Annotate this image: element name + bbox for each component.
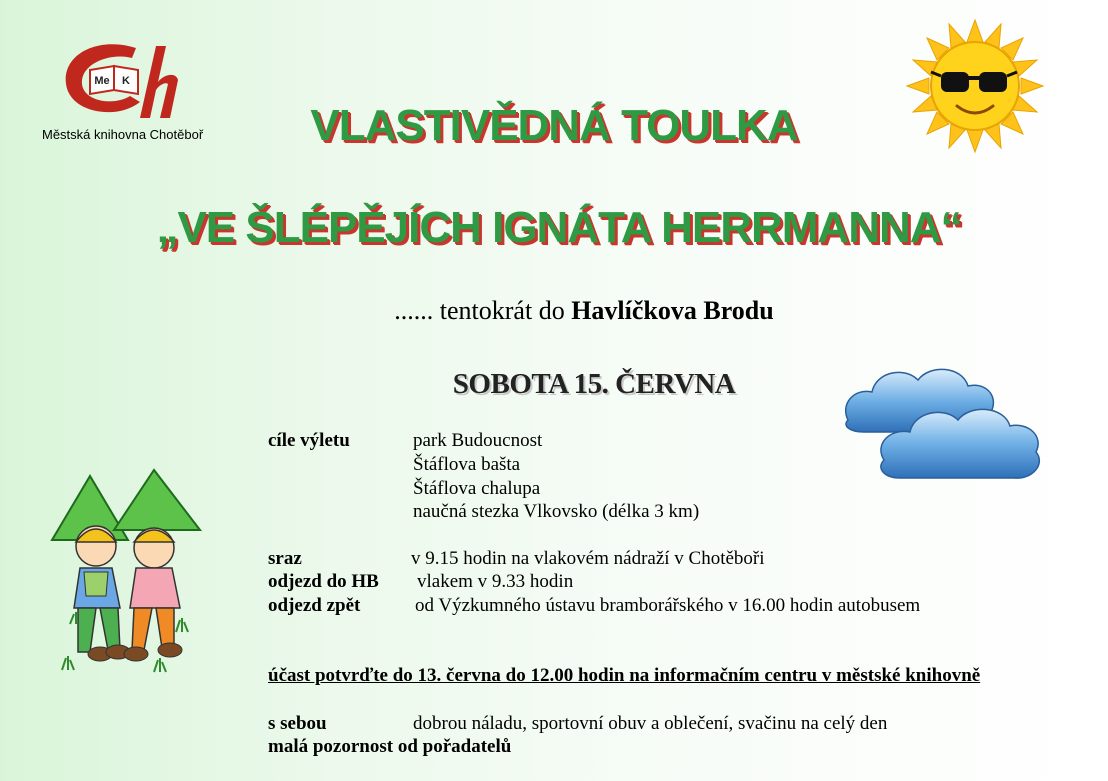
meet-label: sraz (268, 548, 302, 569)
depart-value: vlakem v 9.33 hodin (417, 571, 574, 592)
goal-item: Štáflova chalupa (413, 478, 541, 499)
subtitle-prefix: ...... tentokrát do (394, 296, 572, 325)
event-date: SOBOTA 15. ČERVNA (452, 368, 736, 400)
depart-label: odjezd do HB (268, 571, 379, 592)
return-value: od Výzkumného ústavu bramborářského v 16.00 hodin autobusem (415, 595, 921, 616)
title-line-2: „VE ŠLÉPĚJÍCH IGNÁTA HERRMANNA“ (156, 203, 962, 252)
logo-caption: Městská knihovna Chotěboř (42, 127, 204, 142)
goals-label: cíle výletu (268, 430, 350, 451)
bring-label: s sebou (268, 713, 327, 734)
logo-letters-left: Me (94, 75, 110, 87)
title-line-1: VLASTIVĚDNÁ TOULKA (310, 101, 798, 150)
subtitle (0, 296, 1108, 326)
goal-item: Štáflova bašta (413, 454, 521, 475)
goal-item: naučná stezka Vlkovsko (délka 3 km) (413, 501, 700, 522)
hiking-children-icon (50, 468, 210, 678)
subtitle-place: Havlíčkova Brodu (571, 296, 774, 325)
gift-note: malá pozornost od pořadatelů (268, 736, 512, 757)
goal-item: park Budoucnost (413, 430, 543, 451)
meet-value: v 9.15 hodin na vlakovém nádraží v Chotěboři (411, 548, 765, 569)
return-label: odjezd zpět (268, 595, 361, 616)
logo-letters-right: K (122, 75, 130, 87)
clouds-icon (838, 358, 1053, 498)
confirmation-note: účast potvrďte do 13. června do 12.00 hodin na informačním centru v městské knihovně (268, 665, 981, 686)
bring-value: dobrou náladu, sportovní obuv a oblečení, svačinu na celý den (413, 713, 888, 734)
